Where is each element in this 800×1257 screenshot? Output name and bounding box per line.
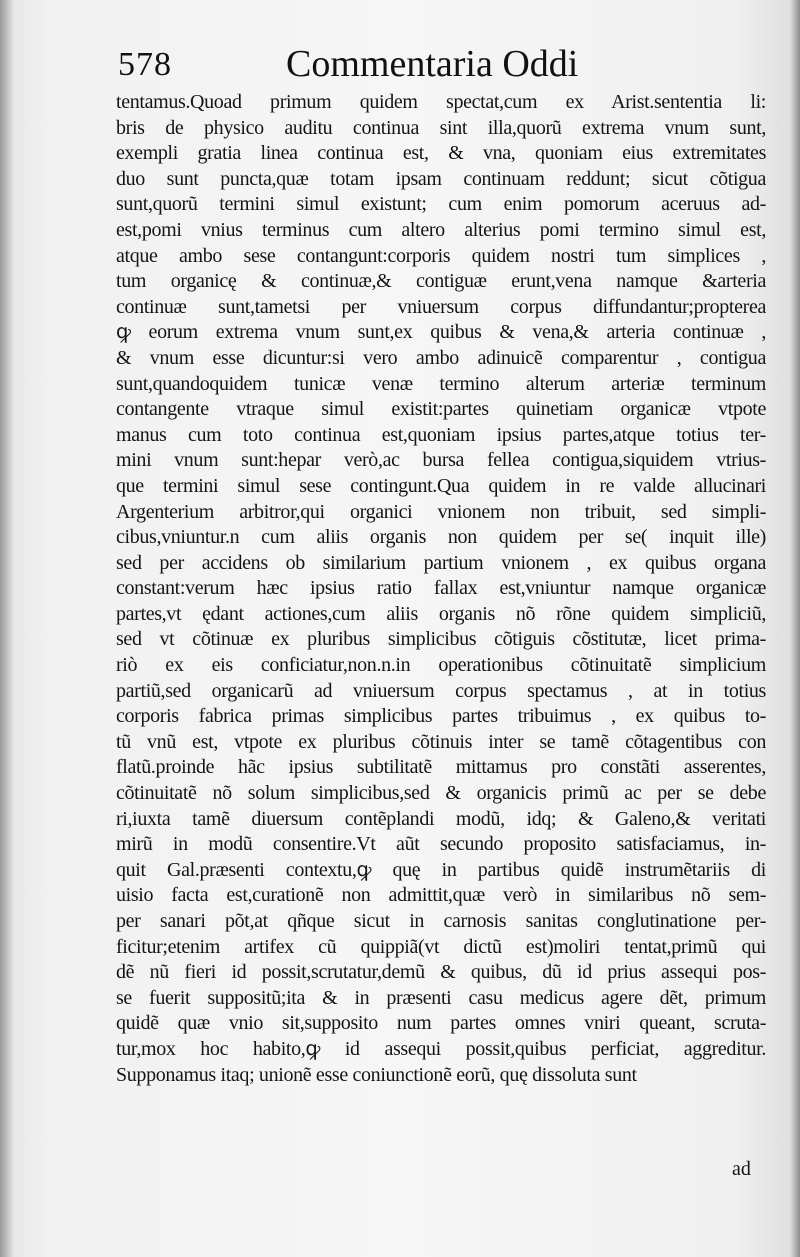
text-line: se fuerit suppositũ;ita & in præsenti casu medicus agere dẽt, primum [116,986,766,1009]
body-text [116,90,766,1088]
page-edge [790,0,800,1257]
text-line: constant:verum hæc ipsius ratio fallax est,vniuntur namque organicæ [116,577,766,600]
text-line: continuæ sunt,tametsi per vniuersum corpus diffundantur;propterea [116,295,766,318]
text-line: atque ambo sese contangunt:corporis quidem nostri tum simplices , [116,244,766,267]
text-line: dẽ nũ fieri id possit,scrutatur,demũ & quibus, dũ id prius assequi pos- [116,961,766,984]
text-line: ꝙ eorum extrema vnum sunt,ex quibus & vena,& arteria continuæ , [116,321,766,344]
text-line: mirũ in modũ consentire.Vt aũt secundo proposito satisfaciamus, in- [116,833,766,856]
text-line: Supponamus itaq; unionẽ esse coniunctionẽ eorũ, quę dissoluta sunt [116,1063,637,1086]
text-line: sunt,quandoquidem tunicæ venæ termino alterum arteriæ terminum [116,372,766,395]
text-line: sed per accidens ob similarium partium vnionem , ex quibus organa [116,551,766,574]
text-line: quidẽ quæ vnio sit,supposito num partes omnes vniri queant, scruta- [116,1012,766,1035]
text-line: quit Gal.præsenti contextu,ꝙ quę in partibus quidẽ instrumẽtariis di [116,858,766,881]
text-line: partiũ,sed organicarũ ad vniuersum corpus spectamus , at in totius [116,679,766,702]
text-line: Argenterium arbitror,qui organici vnionem non tribuit, sed simpli- [116,500,766,523]
text-line: tentamus.Quoad primum quidem spectat,cum ex Arist.sententia li: [116,91,766,113]
text-line: tum organicę & continuæ,& contiguæ erunt,vena namque &arteria [116,270,766,293]
text-line: riò ex eis conficiatur,non.n.in operationibus cõtinuitatẽ simplicium [116,654,766,677]
text-line: partes,vt ędant actiones,cum aliis organis nõ rõne quidem simpliciũ, [116,602,766,625]
text-line: cibus,vniuntur.n cum aliis organis non quidem per se( inquit ille) [116,526,766,549]
text-line: bris de physico auditu continua sint illa,quorũ extrema vnum sunt, [116,116,766,139]
text-line: sunt,quorũ termini simul existunt; cum enim pomorum aceruus ad- [116,193,766,216]
text-line: corporis fabrica primas simplicibus partes tribuimus , ex quibus to- [116,705,766,728]
text-line: que termini simul sese contingunt.Qua quidem in re valde allucinari [116,474,766,497]
text-line: tũ vnũ est, vtpote ex pluribus cõtinuis inter se tamẽ cõtagentibus con [116,730,766,753]
text-line: uisio facta est,curationẽ non admittit,quæ verò in similaribus nõ sem- [116,884,766,907]
page-header [118,38,778,94]
text-line: sed vt cõtinuæ ex pluribus simplicibus cõtiguis cõstitutæ, licet prima- [116,628,766,651]
running-head: Commentaria Oddi [286,43,579,85]
text-line: duo sunt puncta,quæ totam ipsam continuam reddunt; sicut cõtigua [116,167,766,190]
text-line: per sanari põt,at qñque sicut in carnosis sanitas conglutinatione per- [116,910,766,932]
gutter-shadow [0,0,14,1257]
text-line: contangente vtraque simul existit:partes quinetiam organicæ vtpote [116,398,766,421]
text-line: mini vnum sunt:hepar verò,ac bursa fellea contigua,siquidem vtrius- [116,449,766,472]
text-line: tur,mox hoc habito,ꝙ id assequi possit,quibus perficiat, aggreditur. [116,1037,766,1060]
text-line: exempli gratia linea continua est, & vna, quoniam eius extremitates [116,142,766,165]
catchword: ad [732,1158,751,1180]
text-line: manus cum toto continua est,quoniam ipsius partes,atque totius ter- [116,423,766,446]
page-number: 578 [118,46,172,83]
text-line: ri,iuxta tamẽ diuersum contẽplandi modũ, idq; & Galeno,& veritati [116,807,766,830]
text-line: flatũ.proinde hãc ipsius subtilitatẽ mittamus pro constãti asserentes, [116,756,766,779]
text-line: cõtinuitatẽ nõ solum simplicibus,sed & organicis primũ ac per se debe [116,782,766,805]
text-line: est,pomi vnius terminus cum altero alterius pomi termino simul est, [116,218,766,241]
text-line: & vnum esse dicuntur:si vero ambo adinuicẽ comparentur , contigua [116,346,766,369]
text-line: ficitur;etenim artifex cũ quippiã(vt dictũ est)moliri tentat,primũ qui [116,935,766,958]
